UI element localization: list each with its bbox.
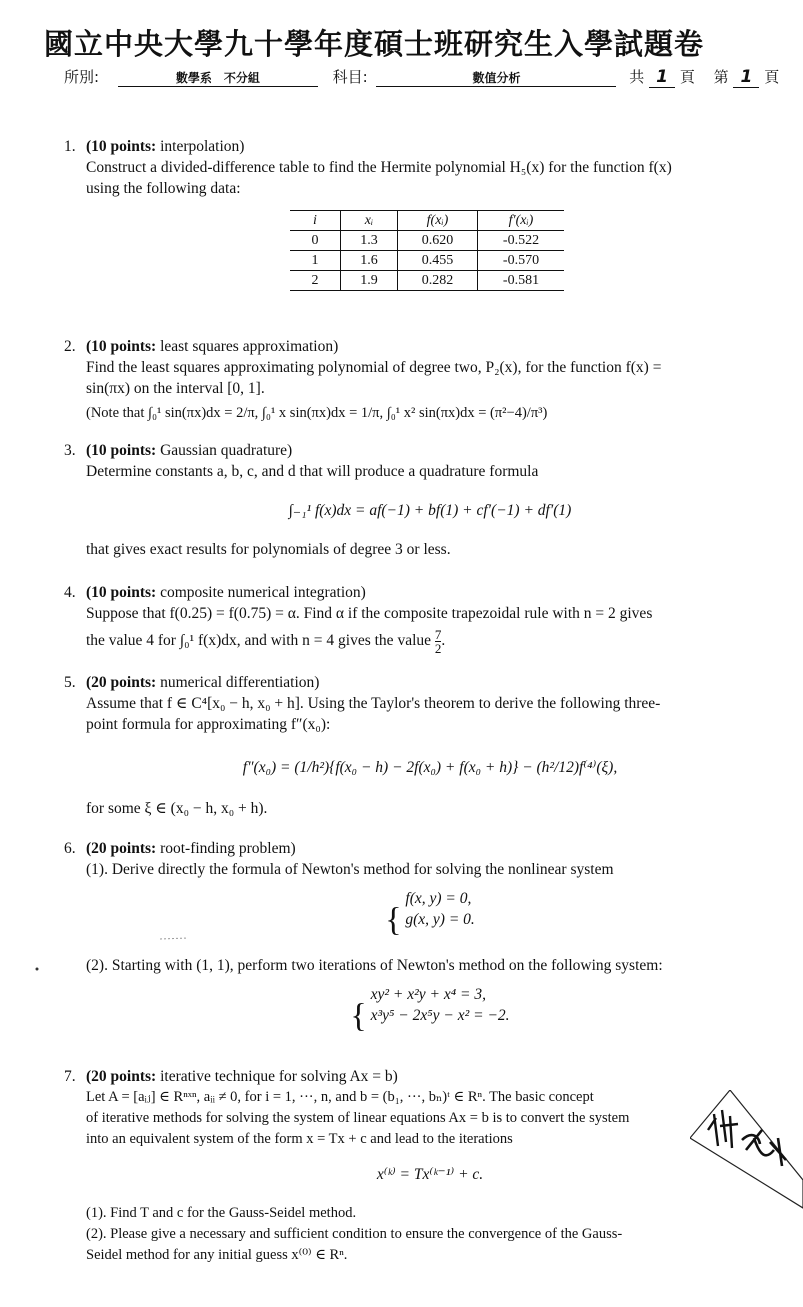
total-prefix: 共 <box>629 68 645 86</box>
question-2 <box>64 336 774 424</box>
question-text: for some ξ ∈ (x₀ − h, x₀ + h). <box>86 800 268 817</box>
question-topic: least squares approximation) <box>160 338 339 355</box>
table-row <box>290 271 564 291</box>
question-points: (20 points: <box>86 840 157 857</box>
col-header-x: xᵢ <box>341 211 398 231</box>
scan-mark <box>34 966 40 972</box>
col-header-fx: f(xᵢ) <box>398 211 478 231</box>
table-cell: 1.3 <box>341 231 398 251</box>
system-equation: f(x, y) = 0, <box>405 890 472 907</box>
question-part: (2). Please give a necessary and sufficient condition to ensure the convergence of the Gauss- <box>86 1226 623 1242</box>
nonlinear-system-1 <box>64 888 774 937</box>
nonlinear-system-2 <box>64 984 774 1033</box>
question-part: (1). Derive directly the formula of Newton's method for solving the nonlinear system <box>86 861 614 878</box>
fraction-numerator: 7 <box>434 627 442 642</box>
page-suffix: 頁 <box>764 68 780 86</box>
system-equation: g(x, y) = 0. <box>405 911 475 928</box>
table-cell: 0.620 <box>398 231 478 251</box>
table-row <box>290 231 564 251</box>
col-header-i: i <box>290 211 341 231</box>
fraction-denominator: 2 <box>434 641 442 656</box>
question-points: (10 points: <box>86 584 157 601</box>
left-brace: { <box>350 997 367 1035</box>
question-text: sin(πx) on the interval [0, 1]. <box>86 380 265 397</box>
question-4: 4. (10 points: composite numerical integration) Suppose that f(0.25) = f(0.75) = α. Find α if the composite trapezoidal rule with n = 2 gives the value 4 for ∫₀¹ f(x)dx, and with n = 4 gives the value $\frac{7}{2}$ . <box>64 582 774 655</box>
question-text: Let A = [aᵢⱼ] ∈ Rⁿˣⁿ, aᵢᵢ ≠ 0, for i = 1, ···, n, and b = (b₁, ···, bₙ)ᵗ ∈ Rⁿ. The basic concept <box>86 1089 594 1105</box>
question-number: 7. <box>64 1068 76 1085</box>
subject-value: 數值分析 <box>376 69 616 87</box>
question-text: Suppose that f(0.25) = f(0.75) = α. Find α if the composite trapezoidal rule with n = 2 gives <box>86 605 653 622</box>
table-row <box>290 251 564 271</box>
question-number: 1. <box>64 138 76 155</box>
question-5 <box>64 672 774 819</box>
question-part: (1). Find T and c for the Gauss-Seidel method. <box>86 1205 357 1221</box>
dept-value: 數學系 不分組 <box>118 69 318 87</box>
iteration-formula: x⁽ᵏ⁾ = Tx⁽ᵏ⁻¹⁾ + c. <box>376 1166 484 1183</box>
page-prefix: 第 <box>713 68 729 86</box>
table-cell: 1.9 <box>341 271 398 291</box>
total-pages: 1 <box>649 67 675 88</box>
question-points: (10 points: <box>86 138 157 155</box>
question-topic: composite numerical integration) <box>160 584 366 601</box>
scan-mark <box>160 936 190 942</box>
table-cell: -0.570 <box>478 251 565 271</box>
question-number: 3. <box>64 442 76 459</box>
table-cell: -0.581 <box>478 271 565 291</box>
subject-label: 科目: <box>332 68 368 86</box>
question-topic: iterative technique for solving Ax = b) <box>160 1068 398 1085</box>
question-number: 4. <box>64 584 76 601</box>
question-text: using the following data: <box>86 180 241 197</box>
left-brace: { <box>385 901 402 939</box>
three-point-formula: f″(x₀) = (1/h²){f(x₀ − h) − 2f(x₀) + f(x₀ + h)} − (h²/12)f⁽⁴⁾(ξ), <box>242 759 618 776</box>
question-text: Construct a divided-difference table to find the Hermite polynomial H₅(x) for the function f(x) <box>86 159 672 176</box>
question-7 <box>64 1066 774 1266</box>
fraction <box>435 628 442 655</box>
question-text: of iterative methods for solving the system of linear equations Ax = b is to convert the system <box>86 1110 630 1126</box>
question-text: Assume that f ∈ C⁴[x₀ − h, x₀ + h]. Using the Taylor's theorem to derive the following three- <box>86 695 661 712</box>
question-text: the value 4 for ∫₀¹ f(x)dx, and with n = 4 gives the value <box>86 632 432 650</box>
hermite-data-table <box>290 210 564 291</box>
question-topic: root-finding problem) <box>160 840 296 857</box>
table-cell: 0 <box>290 231 341 251</box>
question-3 <box>64 440 774 560</box>
page-number: 1 <box>733 67 759 88</box>
question-text: Find the least squares approximating polynomial of degree two, P₂(x), for the function f(x) = <box>86 359 662 376</box>
question-number: 2. <box>64 338 76 355</box>
system-equation: x³y⁵ − 2x⁵y − x² = −2. <box>370 1007 510 1025</box>
question-topic: Gaussian quadrature) <box>160 442 293 459</box>
question-text: that gives exact results for polynomials of degree 3 or less. <box>86 541 451 558</box>
system-equation: xy² + x²y + x⁴ = 3, <box>370 986 486 1004</box>
header-info <box>64 66 779 88</box>
question-points: (20 points: <box>86 1068 157 1085</box>
question-number: 6. <box>64 840 76 857</box>
question-part: Seidel method for any initial guess x⁽⁰⁾ ∈ Rⁿ. <box>86 1247 348 1263</box>
question-points: (10 points: <box>86 442 157 459</box>
table-cell: 0.455 <box>398 251 478 271</box>
question-text: into an equivalent system of the form x = Tx + c and lead to the iterations <box>86 1131 513 1147</box>
col-header-fpx: f′(xᵢ) <box>478 211 565 231</box>
handwritten-stamp <box>690 1090 803 1210</box>
question-note: (Note that ∫₀¹ sin(πx)dx = 2/π, ∫₀¹ x sin(πx)dx = 1/π, ∫₀¹ x² sin(πx)dx = (π²−4)/π³) <box>86 405 548 421</box>
exam-title: 國立中央大學九十學年度碩士班研究生入學試題卷 <box>44 27 705 61</box>
question-number: 5. <box>64 674 76 691</box>
table-header-row <box>290 211 564 231</box>
question-1 <box>64 136 774 199</box>
table-cell: 2 <box>290 271 341 291</box>
table-cell: -0.522 <box>478 231 565 251</box>
table-cell: 1 <box>290 251 341 271</box>
table-cell: 1.6 <box>341 251 398 271</box>
table-cell: 0.282 <box>398 271 478 291</box>
question-part: (2). Starting with (1, 1), perform two iterations of Newton's method on the following system: <box>86 957 663 975</box>
question-text: Determine constants a, b, c, and d that will produce a quadrature formula <box>86 463 539 480</box>
quadrature-formula: ∫₋₁¹ f(x)dx = af(−1) + bf(1) + cf′(−1) + df′(1) <box>288 502 572 519</box>
question-points: (20 points: <box>86 674 157 691</box>
question-topic: numerical differentiation) <box>160 674 320 691</box>
page-unit: 頁 <box>679 68 695 86</box>
question-text: point formula for approximating f″(x₀): <box>86 716 331 733</box>
question-topic: interpolation) <box>160 138 245 155</box>
dept-label: 所別: <box>64 68 100 86</box>
question-points: (10 points: <box>86 338 157 355</box>
